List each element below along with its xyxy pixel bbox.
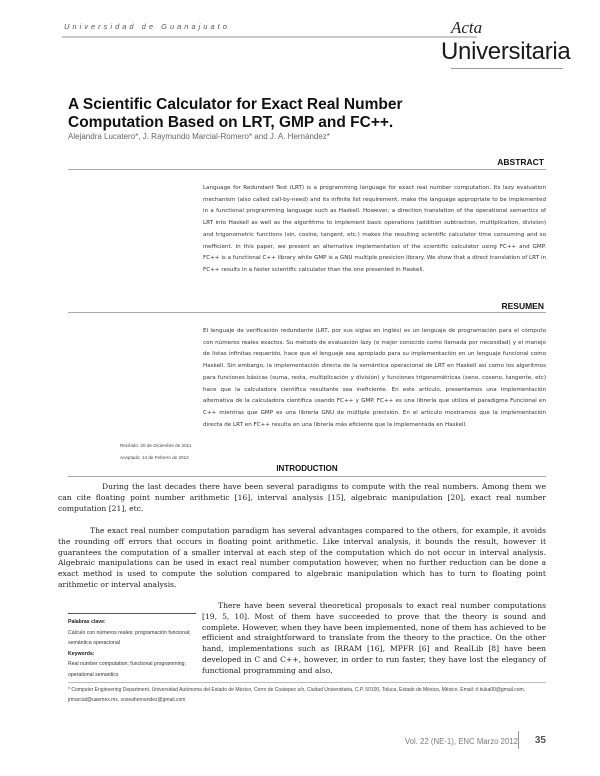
intro-paragraph-2: The exact real number computation paradigm has several advantages compared to the others, for example, it avoids the rounding off errors that occurs in floating point arithmetic. Like interval analysis, it bounds the result, however it guarantees the computation of a smaller interval at each step of the computation which do not occur in interval analysis. Algebraic manipulations can be used in exact real number computation however, when no further reduction can be done a exact method is used to compute the solution compared to algebraic manipulation which has to turn to floating point arithmetic or interval analysis. bbox=[58, 526, 546, 589]
introduction-heading: INTRODUCTION bbox=[276, 464, 338, 473]
resumen-heading: RESUMEN bbox=[501, 301, 544, 311]
keywords-en-text: Real number computation; functional programming; operational semantics bbox=[68, 661, 186, 678]
abstract-text: Language for Redundant Test (LRT) is a programming language for exact real number computation. Its lazy evaluation mechanism (also called call-by-need) and its infinite list requirement, make the language appropriate to be implemented in a functional programming language such as Haskell. However, a direction translation of the operational semantics of LRT into Haskell as well as the algorithms to implement basic operations (addition subtraction, multiplication, division) and trigonometric functions (sin, cosine, tangent, etc.) makes the resulting scientific calculator time consuming and so inefficient. In this paper, we present an alternative implementation of the scientific calculator using FC++ and GMP. FC++ is a functional C++ library while GMP is a GNU multiple presicion library. We show that a direct translation of LRT in FC++ results in a faster scientific calculator than the one presented in Haskell. bbox=[203, 185, 546, 273]
intro-paragraph-1: During the last decades there have been several paradigms to compute with the real numbers. Among them we can cite floating point number arithmetic [16], interval analysis [15], algebraic manipulation [20], exact real number computation [21], etc. bbox=[58, 482, 546, 513]
keywords-es-text: Cálculo con números reales; programación funcional; semántica operacional bbox=[68, 629, 191, 646]
logo-acta-text: Acta bbox=[451, 18, 483, 37]
author-affiliation-footnote: * Computer Engineering Department, Universidad Autónoma del Estado de México, Cerro de Coatepec s/n, Ciudad Universitaria, C.P. 50100, Toluca, Estado de México, México. Email: rl.tiuka00@gmail.com, jrmarcial@uaemex.mx, xoseahernandez@gmail.com bbox=[68, 687, 526, 703]
keywords-box bbox=[68, 613, 196, 680]
accepted-date: Aceptado: 14 de Febrero de 2012 bbox=[120, 455, 189, 460]
abstract-heading: ABSTRACT bbox=[497, 157, 544, 167]
keywords-es-label: Palabras clave: bbox=[68, 619, 106, 625]
university-name: Universidad de Guanajuato bbox=[64, 22, 230, 31]
footnote-divider bbox=[68, 682, 546, 683]
journal-header-bar bbox=[62, 18, 477, 38]
resumen-text: El lenguaje de verificación redundante (LRT, por sus siglas en inglés) es un lenguaje de programación para el cómputo con números reales exactos. Su método de evaluación lazy (o mejor conocido como llamada por necesidad) y el manejo de listas infinitas requerido, hace que el lenguaje sea apropiado para su implementación en un lenguaje funcional como Haskell. Sin embargo, la implementación directa de la semántica operacional de LRT en Haskell así como los algoritmos para funciones básicas (suma, resta, multiplicación y división) y funciones trigonométricas (seno, coseno, tangente, etc) hace que la calculadora científica resultante sea ineficiente. En este artículo, presentamos una implementación alternativa de la calculadora científica usando FC++ y GMP. FC++ es una librería que utiliza el paradigma Funcional en C++ mientras que GMP es una librería GNU de múltiple precisión. En el artículo mostramos que la implementación directa de LRT en FC++ resulta en una librería más eficiente que la implementada en Haskell. bbox=[203, 328, 546, 428]
article-dates bbox=[120, 440, 202, 464]
logo-universitaria-text: Universitaria bbox=[441, 38, 571, 65]
article-authors: Alejandra Lucatero*, J. Raymundo Marcial-Romero* and J. A. Hernández* bbox=[68, 132, 330, 141]
volume-info: Vol. 22 (NE-1), ENC Marzo 2012 bbox=[404, 737, 518, 746]
journal-logo bbox=[437, 18, 571, 76]
keywords-en-label: Keywords: bbox=[68, 650, 95, 657]
resumen-divider bbox=[68, 312, 546, 313]
page-number: 35 bbox=[534, 735, 546, 746]
intro-paragraph-3: There have been several theoretical proposals to exact real number computations [19, 5, 10]. Most of them have succeeded to prove that the theory is sound and complete. However, when they have been implemented, none of them has achieved to be efficient and straightforward to translate from the theory to the practice. On the other hand, implementations such as IRRAM [16], MPFR [6] and RealLib [8] have been developed in C and C++, however, in order to run faster, they have lost the elegancy of functional programming and also, bbox=[202, 601, 546, 675]
introduction-divider bbox=[68, 476, 546, 477]
abstract-divider bbox=[68, 169, 546, 170]
logo-underline bbox=[451, 68, 563, 74]
footer-separator bbox=[518, 731, 519, 749]
article-title: A Scientific Calculator for Exact Real Number Computation Based on LRT, GMP and FC++. bbox=[68, 96, 403, 131]
received-date: Recibido: 20 de Diciembre de 2011 bbox=[120, 443, 192, 448]
